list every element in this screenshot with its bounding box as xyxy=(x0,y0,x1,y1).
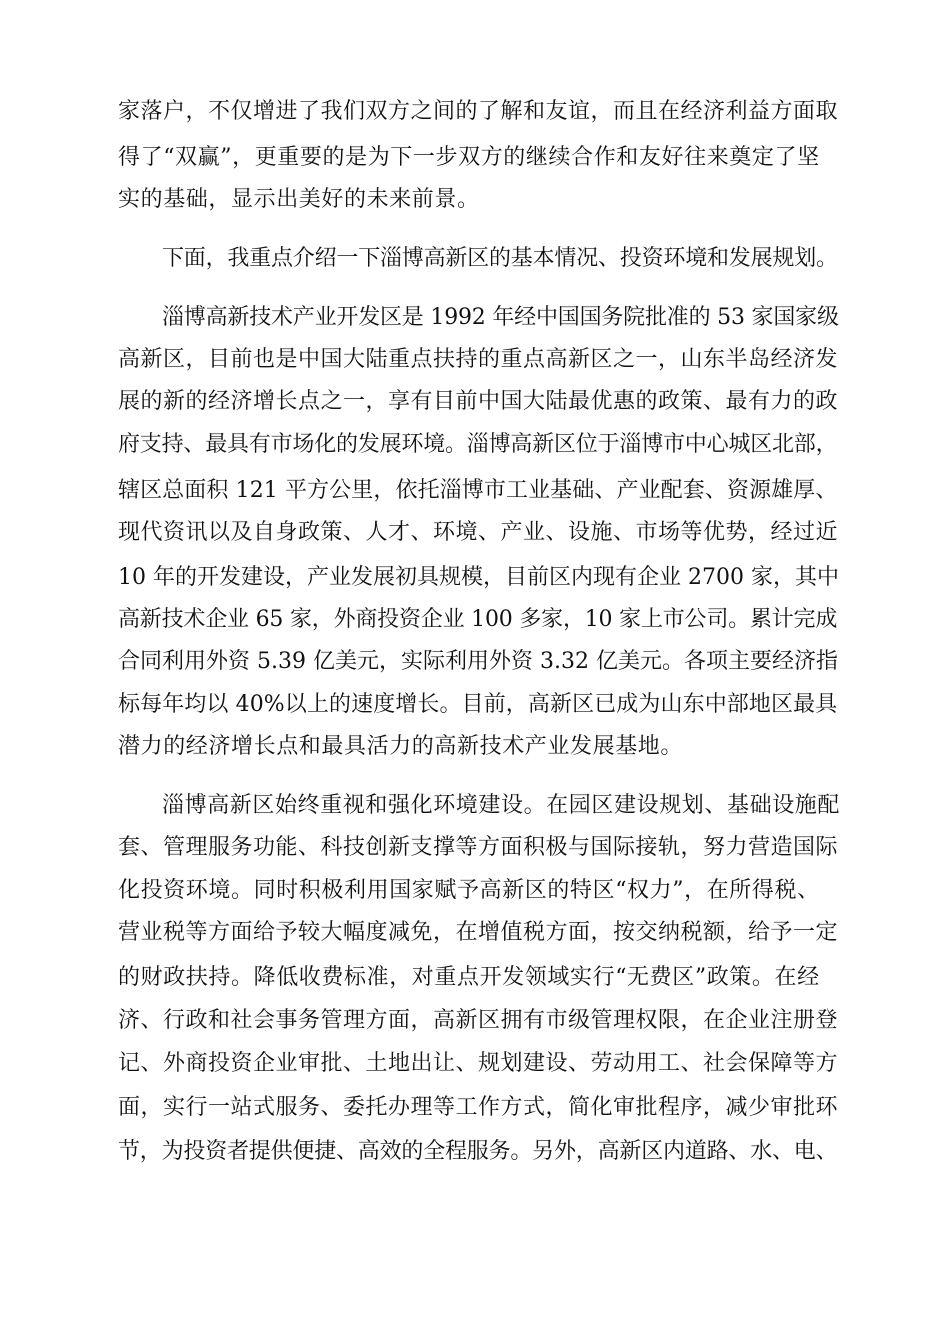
text-line: 10 年的开发建设，产业发展初具规模，目前区内现有企业 2700 家，其中 xyxy=(118,565,839,590)
text-line: 现代资讯以及自身政策、人才、环境、产业、设施、市场等优势，经过近 xyxy=(118,520,839,545)
text-line: 府支持、最具有市场化的发展环境。淄博高新区位于淄博市中心城区北部， xyxy=(118,432,838,457)
text-line: 辖区总面积 121 平方公里，依托淄博市工业基础、产业配套、资源雄厚、 xyxy=(118,478,838,503)
text-line: 潜力的经济增长点和最具活力的高新技术产业发展基地。 xyxy=(118,734,684,759)
text-line: 套、管理服务功能、科技创新支撑等方面积极与国际接轨，努力营造国际 xyxy=(118,835,839,860)
text-line: 面，实行一站式服务、委托办理等工作方式，简化审批程序，减少审批环 xyxy=(118,1095,839,1120)
text-line: 营业税等方面给予较大幅度减免，在增值税方面，按交纳税额，给予一定 xyxy=(118,920,839,945)
text-line: 高新区，目前也是中国大陆重点扶持的重点高新区之一，山东半岛经济发 xyxy=(118,347,839,372)
text-line: 的财政扶持。降低收费标准，对重点开发领域实行“无费区”政策。在经 xyxy=(118,965,820,990)
text-line: 标每年均以 40%以上的速度增长。目前，高新区已成为山东中部地区最具 xyxy=(118,692,838,717)
text-line: 济、行政和社会事务管理方面，高新区拥有市级管理权限，在企业注册登 xyxy=(118,1008,839,1033)
text-line: 节，为投资者提供便捷、高效的全程服务。另外，高新区内道路、水、电、 xyxy=(118,1139,838,1164)
text-line: 合同利用外资 5.39 亿美元，实际利用外资 3.32 亿美元。各项主要经济指 xyxy=(118,649,838,674)
text-line: 高新技术企业 65 家，外商投资企业 100 多家，10 家上市公司。累计完成 xyxy=(118,607,838,632)
text-line: 下面，我重点介绍一下淄博高新区的基本情况、投资环境和发展规划。 xyxy=(162,246,838,271)
text-line: 淄博高新区始终重视和强化环境建设。在园区建设规划、基础设施配 xyxy=(162,793,841,818)
text-line: 记、外商投资企业审批、土地出让、规划建设、劳动用工、社会保障等方 xyxy=(118,1051,839,1076)
text-line: 淄博高新技术产业开发区是 1992 年经中国国务院批准的 53 家国家级 xyxy=(162,305,839,330)
text-line: 实的基础，显示出美好的未来前景。 xyxy=(118,187,480,212)
text-line: 展的新的经济增长点之一，享有目前中国大陆最优惠的政策、最有力的政 xyxy=(118,389,839,414)
text-line: 得了“双赢”，更重要的是为下一步双方的继续合作和友好往来奠定了坚 xyxy=(118,145,820,170)
text-line: 化投资环境。同时积极利用国家赋予高新区的特区“权力”，在所得税、 xyxy=(118,878,820,903)
text-line: 家落户，不仅增进了我们双方之间的了解和友谊，而且在经济利益方面取 xyxy=(118,99,839,124)
